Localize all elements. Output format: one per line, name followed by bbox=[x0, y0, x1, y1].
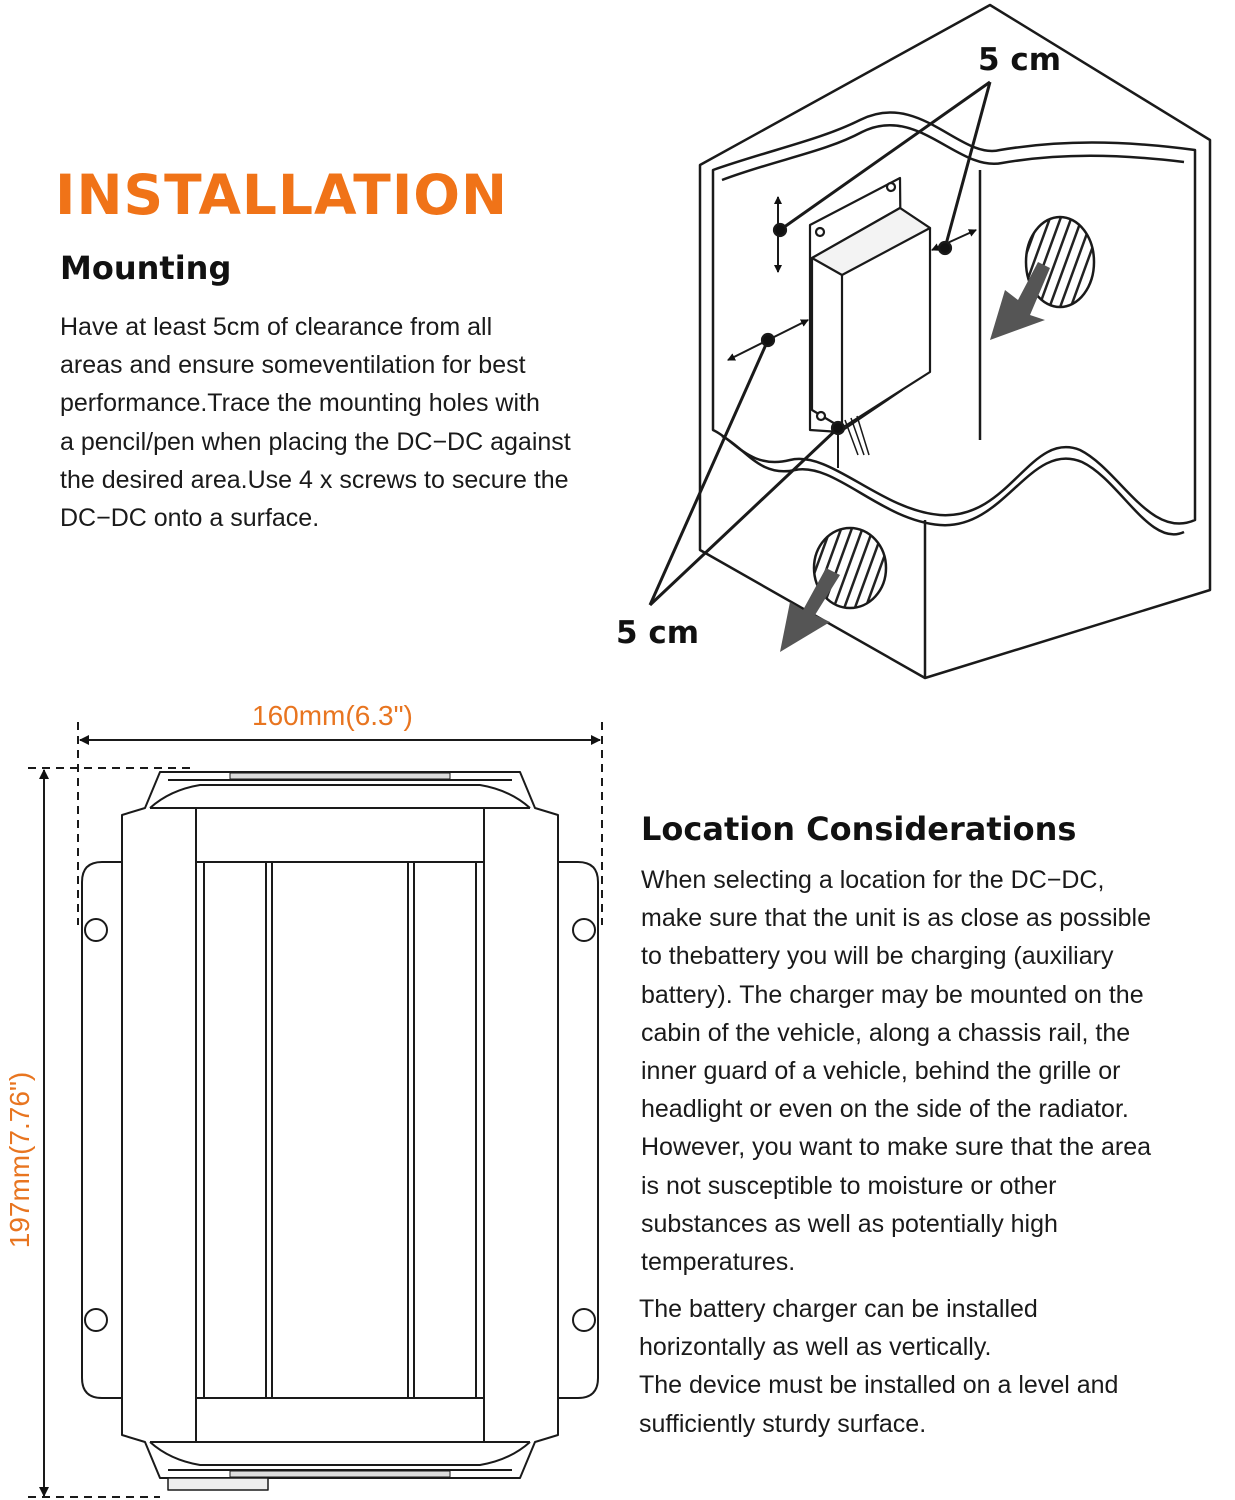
location-line: substances as well as potentially high bbox=[641, 1209, 1058, 1238]
charger-body bbox=[122, 772, 558, 1478]
location-line: temperatures. bbox=[641, 1248, 796, 1277]
mounting-line: Have at least 5cm of clearance from all bbox=[60, 313, 493, 341]
width-dimension-label: 160mm(6.3") bbox=[252, 700, 413, 731]
location-heading: Location Considerations bbox=[641, 810, 1077, 848]
clearance-label-bottom: 5 cm bbox=[616, 615, 700, 651]
location-line: battery). The charger may be mounted on the bbox=[641, 980, 1144, 1009]
orientation-line: sufficiently sturdy surface. bbox=[639, 1409, 927, 1438]
installation-title: INSTALLATION bbox=[55, 163, 509, 227]
location-line: to thebattery you will be charging (auxiliary bbox=[641, 942, 1114, 971]
orientation-line: The battery charger can be installed bbox=[639, 1295, 1038, 1323]
location-paragraph bbox=[641, 861, 1231, 1281]
orientation-line: The device must be installed on a level and bbox=[639, 1371, 1119, 1400]
clearance-label-top: 5 cm bbox=[978, 42, 1062, 78]
mounting-line: areas and ensure someventilation for best bbox=[60, 351, 526, 380]
location-line: headlight or even on the side of the radiator. bbox=[641, 1095, 1129, 1124]
location-line: However, you want to make sure that the area bbox=[641, 1133, 1151, 1162]
location-line: make sure that the unit is as close as possible bbox=[641, 904, 1151, 933]
wall-cutout-outer bbox=[713, 112, 1195, 523]
mounting-line: the desired area.Use 4 x screws to secure the bbox=[60, 465, 569, 494]
orientation-line: horizontally as well as vertically. bbox=[639, 1333, 992, 1362]
mounting-line: performance.Trace the mounting holes with bbox=[60, 389, 540, 418]
location-line: When selecting a location for the DC−DC, bbox=[641, 866, 1105, 894]
mounting-heading: Mounting bbox=[60, 249, 232, 287]
height-dimension-label: 197mm(7.76") bbox=[4, 1071, 35, 1249]
location-line: cabin of the vehicle, along a chassis rail, the bbox=[641, 1018, 1131, 1047]
location-line: is not susceptible to moisture or other bbox=[641, 1171, 1057, 1200]
orientation-paragraph bbox=[639, 1290, 1229, 1443]
mounting-line: a pencil/pen when placing the DC−DC against bbox=[60, 427, 571, 456]
location-line: inner guard of a vehicle, behind the grille or bbox=[641, 1057, 1121, 1086]
charger-dimension-drawing bbox=[28, 722, 602, 1497]
mounting-line: DC−DC onto a surface. bbox=[60, 504, 320, 533]
